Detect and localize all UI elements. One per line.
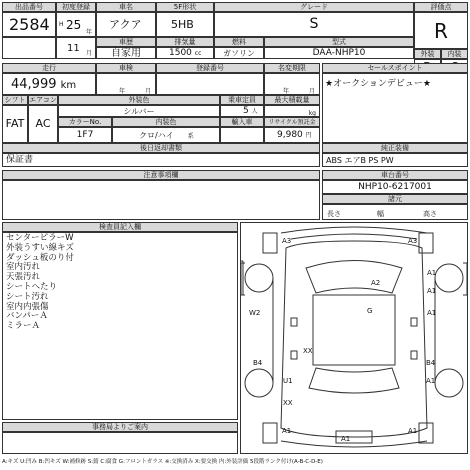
mark-a1-right-2: A1 bbox=[427, 309, 437, 317]
lot-number: 2584 bbox=[2, 12, 56, 37]
mark-a2-roof: A2 bbox=[371, 279, 381, 287]
score-label: 評価点 bbox=[414, 2, 468, 12]
import-label: 輸入車 bbox=[220, 117, 264, 127]
ext-color-label: 外装色 bbox=[58, 95, 220, 105]
inspection-item: 天張汚れ bbox=[6, 272, 41, 283]
color-no: 1F7 bbox=[58, 127, 112, 143]
seats-label: 乗車定員 bbox=[220, 95, 264, 105]
std-equipment: ABS エアB PS PW bbox=[322, 153, 468, 167]
seats: 5 人 bbox=[220, 105, 264, 117]
office-label: 事務局よりご案内 bbox=[2, 422, 238, 432]
reg-year-label: 初度登録 bbox=[56, 2, 96, 12]
model-label: 型式 bbox=[264, 37, 414, 47]
car-name-label: 車名 bbox=[96, 2, 156, 12]
inspection-date: 年 月 bbox=[96, 73, 156, 95]
recycle-label: リサイクル預託金 bbox=[264, 117, 320, 127]
shift: FAT bbox=[2, 105, 28, 143]
mark-a3-right: A3 bbox=[408, 237, 418, 245]
dims: 長さ 幅 高さ bbox=[322, 204, 468, 220]
ext-color: シルバー bbox=[58, 105, 220, 117]
ext-label: 外装 bbox=[414, 49, 441, 59]
load-label: 最大積載量 bbox=[264, 95, 320, 105]
std-equipment-label: 純正装備 bbox=[322, 143, 468, 153]
mileage: 44,999 km bbox=[2, 73, 96, 95]
color-no-label: カラーNo. bbox=[58, 117, 112, 127]
mark-xx-rear: XX bbox=[283, 399, 293, 407]
ac-label: エアコン bbox=[29, 96, 57, 104]
inspection-item: 室内汚れ bbox=[6, 262, 41, 273]
inspection-item: ミラーＡ bbox=[6, 321, 41, 332]
fuel: ガソリン bbox=[214, 47, 264, 59]
dims-label: 諸元 bbox=[322, 194, 468, 204]
frame-no: NHP10-6217001 bbox=[322, 180, 468, 194]
inspection-item: ダッシュ板のり付 bbox=[6, 252, 74, 263]
backup-label: 後日返却書類 bbox=[2, 143, 320, 153]
capacity-label: 名変期限 bbox=[264, 63, 320, 73]
mark-b4-left: B4 bbox=[253, 359, 263, 367]
import bbox=[220, 127, 264, 143]
frame-no-label: 車台番号 bbox=[322, 170, 468, 180]
backup-docs: 保証書 bbox=[2, 153, 320, 167]
regno-label: 登録番号 bbox=[156, 63, 264, 73]
mark-less: A1 bbox=[341, 435, 351, 443]
recycle: 9,980 円 bbox=[264, 127, 320, 143]
car-name: アクア bbox=[96, 12, 156, 37]
inspection-label: 車検 bbox=[96, 63, 156, 73]
mark-xx-left: XX bbox=[303, 347, 313, 355]
inspection-notes bbox=[2, 232, 238, 420]
mark-a1-bottom-left: A1 bbox=[282, 427, 292, 435]
shift-label: シフト bbox=[2, 95, 28, 105]
lot-label: 出品番号 bbox=[2, 2, 56, 12]
inspection-item: 室内内張傷 bbox=[6, 301, 49, 312]
max-load: kg bbox=[264, 105, 320, 117]
usage: 自家用 bbox=[96, 47, 156, 59]
body-type: 5HB bbox=[156, 12, 214, 37]
fuel-label: 燃料 bbox=[214, 37, 264, 47]
mark-a1-rear-right: A1 bbox=[426, 377, 436, 385]
office-area bbox=[2, 432, 238, 454]
mark-a1-bottom-right: A1 bbox=[408, 427, 418, 435]
notes-label: 注意事項欄 bbox=[2, 170, 320, 180]
mark-a1-front-right: A1 bbox=[427, 269, 437, 277]
displacement: 1500 cc bbox=[156, 47, 214, 59]
displacement-label: 排気量 bbox=[156, 37, 214, 47]
inspection-item: バンパーＡ bbox=[6, 311, 48, 322]
model: DAA-NHP10 bbox=[264, 47, 414, 59]
reg-year: H 25 年 bbox=[56, 12, 96, 37]
mark-g: G bbox=[367, 307, 373, 315]
int-color: クロ/ハイ 系 bbox=[112, 127, 220, 143]
mark-w2: W2 bbox=[249, 309, 261, 317]
grade-label: グレード bbox=[214, 2, 414, 12]
mark-b4-right: B4 bbox=[426, 359, 436, 367]
car-outline-svg bbox=[241, 223, 467, 453]
damage-diagram bbox=[240, 222, 468, 454]
inspection-item: シート汚れ bbox=[6, 291, 49, 302]
lot-blank bbox=[2, 37, 56, 59]
reg-number bbox=[156, 73, 264, 95]
mark-u1: U1 bbox=[283, 377, 293, 385]
capacity-date: 年 月 bbox=[264, 73, 320, 95]
inspection-item: センターピラーW bbox=[6, 233, 74, 243]
inspection-notes-label: 検査員記入欄 bbox=[2, 222, 238, 232]
body-type-label: 5F形状 bbox=[156, 2, 214, 12]
sales-label: セールスポイント bbox=[322, 63, 468, 73]
notes-area bbox=[2, 180, 320, 220]
int-label: 内装 bbox=[441, 49, 468, 59]
sales-point: ★オークションデビュー★ bbox=[322, 73, 468, 143]
inspection-item: シートへたり bbox=[6, 281, 58, 292]
reg-month: 11 月 bbox=[56, 37, 96, 59]
int-color-label: 内装色 bbox=[112, 117, 220, 127]
grade: S bbox=[214, 12, 414, 37]
mileage-label: 走行 bbox=[2, 63, 96, 73]
mark-a1-right: A1 bbox=[427, 287, 437, 295]
damage-legend: A:キズ U:凹み B:凹キズ W:補修跡 S:錆 C:腐食 G:フロントガラス ※:交換済み X:要交換 内:外装評価 5段階ランク付け(A-B-C-D-E) bbox=[2, 459, 323, 465]
score: R bbox=[414, 12, 468, 49]
ac: AC bbox=[28, 105, 58, 143]
usage-label: 車歴 bbox=[96, 37, 156, 47]
inspection-item: 外装うすい線キズ bbox=[6, 242, 74, 253]
mark-a3-left: A3 bbox=[282, 237, 292, 245]
